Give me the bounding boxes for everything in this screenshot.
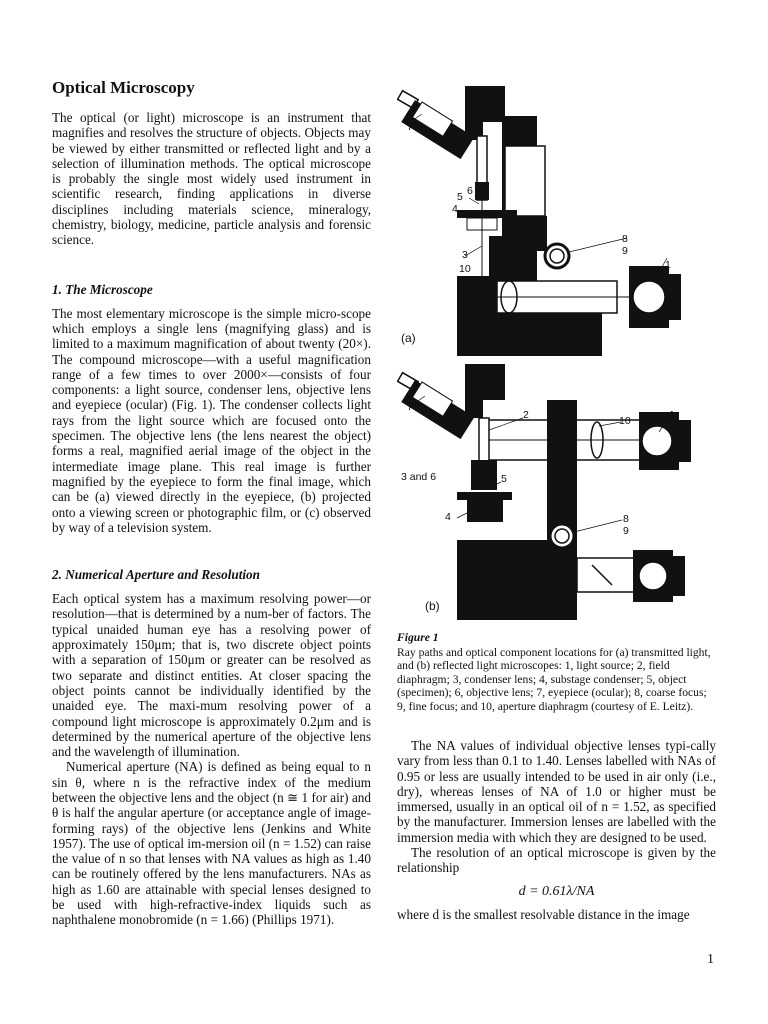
callout-a-7: 7: [407, 121, 413, 133]
callout-a-9: 9: [622, 245, 628, 257]
callout-b-5: 5: [501, 473, 507, 485]
resolution-paragraph: The resolution of an optical microscope is given by the relationship: [397, 845, 716, 876]
callout-b-8: 8: [623, 513, 629, 525]
left-column: [52, 78, 371, 928]
callout-b-9: 9: [623, 525, 629, 537]
page-title: Optical Microscopy: [52, 78, 195, 97]
stage: [457, 210, 517, 218]
right-column-text: [397, 738, 716, 922]
callout-a-8: 8: [622, 233, 628, 245]
section-1-heading: 1. The Microscope: [52, 281, 153, 297]
panel-b-label: (b): [425, 599, 440, 613]
section-2-heading: 2. Numerical Aperture and Resolution: [52, 567, 260, 583]
intro-paragraph: The optical (or light) microscope is an instrument that magnifies and resolves the structure of objects. Objects may be viewed by either transmitted or reflected light and by a selection of illumination methods. The optical microscope is probably the single most widely used instrument in scientific research, finding applications in diverse disciplines including materials science, mineralogy, chemistry, biology, medicine, particle analysis and forensic science.: [52, 110, 371, 248]
resolution-equation: d = 0.61λ/NA: [518, 883, 595, 899]
section-1-body: The most elementary microscope is the simple micro-scope which employs a single lens (magnifying glass) and is limited to a maximum magnification of about twenty (20×). The compound microscope—with a useful magnification range of a few times to over 2000×—consists of four components: a light source, condenser lens, objective lens and eyepiece (ocular) (Fig. 1). The condenser collects light rays from the light source which are focused onto the specimen. The objective lens (the lens nearest the object) forms a real, magnified aerial image of the object in the intermediate image plane. This real image is further magnified by the eyepiece to form the final image, which can be (a) viewed directly in the eyepiece, (b) projected onto a viewing screen or photographic film, or (c) observed by way of a television system.: [52, 305, 371, 535]
figure-caption: [397, 631, 717, 714]
callout-a-4: 4: [452, 203, 458, 215]
where-paragraph: where d is the smallest resolvable distance in the image: [397, 906, 690, 922]
callout-b-1: 1: [669, 409, 675, 421]
callout-a-1: 1: [665, 259, 671, 271]
head-block: [465, 86, 505, 122]
caption-title: Figure 1: [397, 631, 439, 644]
panel-a-label: (a): [401, 331, 416, 345]
callout-a-3: 3: [462, 249, 468, 261]
callout-b-7: 7: [407, 401, 413, 413]
callout-a-10: 10: [459, 263, 471, 275]
page-number: 1: [707, 952, 714, 967]
objective-turret: [471, 460, 497, 490]
section-2-paragraph-2: Numerical aperture (NA) is defined as being equal to n sin θ, where n is the refractive index of the medium between the objective lens and the object (n ≅ 1 for air) and θ is half the angular aperture (or acceptance angle of image-forming rays) of the objective lens (Jenkins and White 1957). The use of optical im-mersion oil (n = 1.52) can raise the value of n so that lenses with NA values as high as 1.40 can be routinely offered by the lens manufacturers. NAs as high as 1.60 are attainable with special lenses designed to be used with high-refractive-index liquids such as naphthalene monobromide (n = 1.66) (Phillips 1971).: [52, 759, 371, 928]
callout-b-4: 4: [445, 511, 451, 523]
callout-a-6: 6: [467, 185, 473, 197]
na-values-paragraph: The NA values of individual objective lenses typi-cally vary from less than 0.1 to 1.40. Lenses labelled with NAs of 0.95 or less are usually intended to be used in air only (i.e., dry), whereas lenses of NA of 1.0 or higher must be immersed, usually in an optical oil of n = 1.52, as specified by the manufacturer. Immersion lenses are labelled with the immersion media with which they are designed to be used.: [397, 738, 716, 845]
callout-a-2: 2: [489, 337, 495, 349]
caption-text: Ray paths and optical component locations for (a) transmitted light, and (b) reflected light microscopes: 1, light source; 2, field diaphragm; 3, condenser lens; 4, substage condenser; 5, object (specimen); 6, objective lens; 7, eyepiece (ocular); 8, coarse focus; 9, fine focus; and 10, aperture diaphragm (courtesy of E. Leitz).: [397, 645, 711, 713]
callout-b-3-and-6: 3 and 6: [401, 471, 437, 483]
callout-a-5: 5: [457, 191, 463, 203]
figure-1a-diagram: [397, 86, 717, 356]
figure-1b-diagram: [397, 360, 717, 620]
callout-b-2: 2: [523, 409, 529, 421]
section-2-paragraph-1: Each optical system has a maximum resolving power—or resolution—that is determined by a num-ber of factors. The typical unaided human eye has a resolving power of approximately 150μm; that is, two discrete object points with a separation of 150μm or greater can be resolved as two separate and distinct entities. At closer spacing the object points cannot be individually identified by the unaided eye. The maxi-mum resolving power of a compound light microscope is approximately 0.2μm and is determined by the numerical aperture of the objective lens and the wavelength of illumination.: [52, 591, 371, 760]
stage-b: [457, 492, 512, 500]
callout-b-10: 10: [619, 415, 631, 427]
